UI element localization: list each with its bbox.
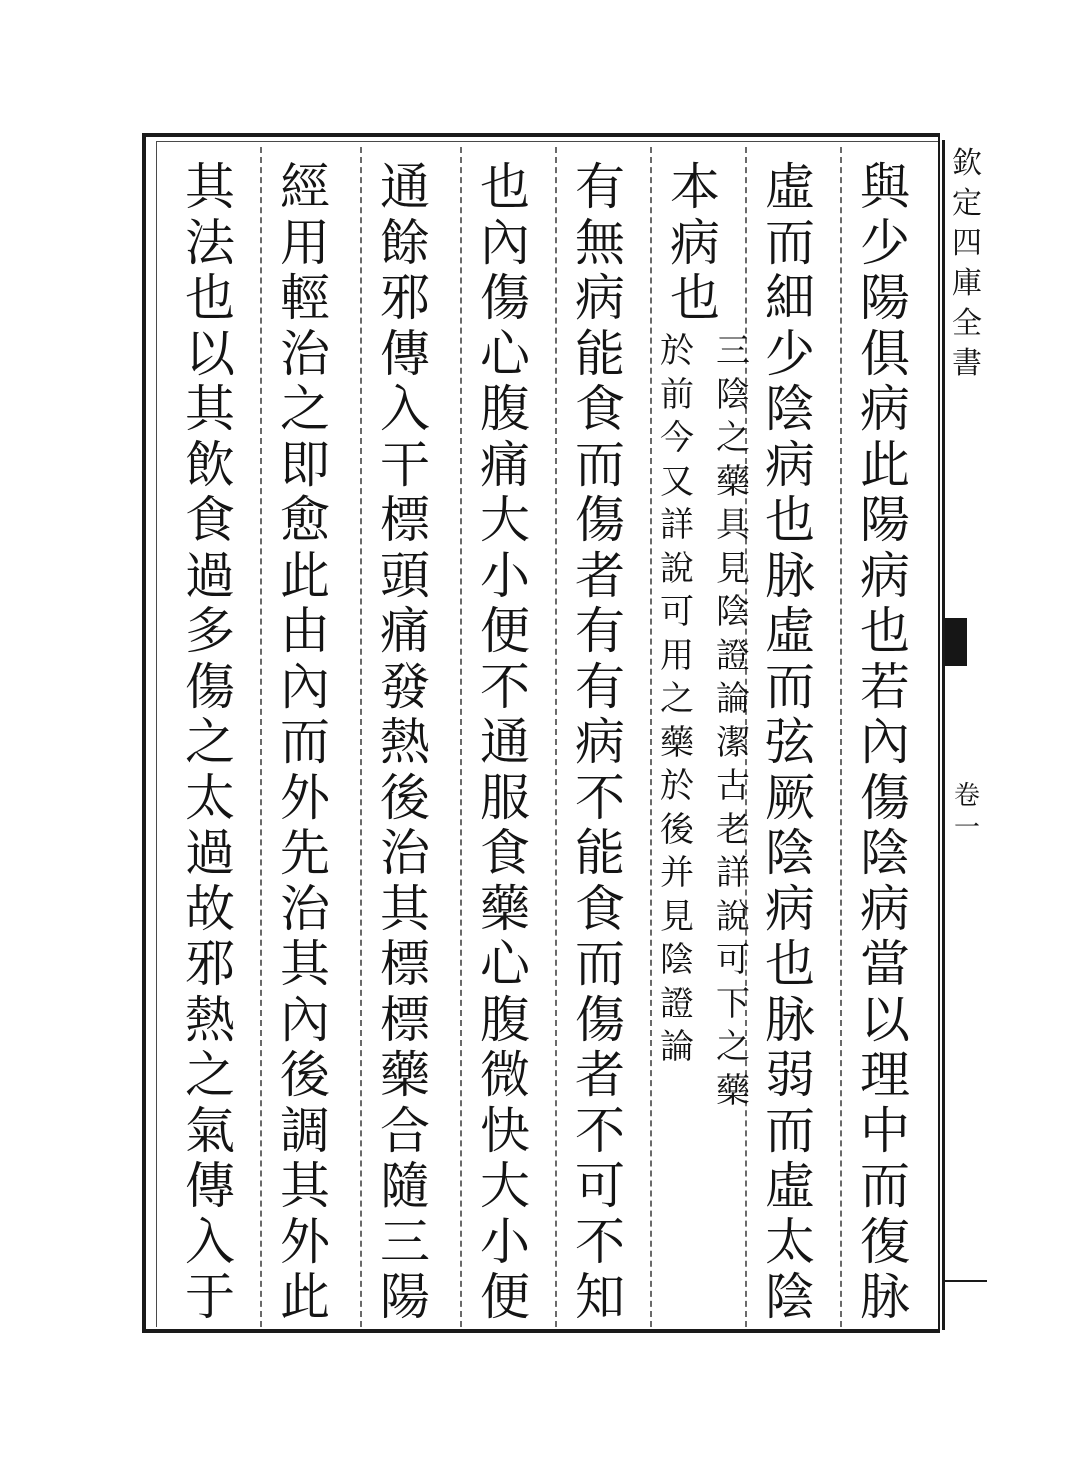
character: 與 [860, 158, 910, 216]
character: 有 [575, 602, 625, 660]
text-column-5 [475, 160, 535, 1326]
character: 愈 [280, 491, 330, 549]
character: 全 [952, 306, 982, 341]
character: 內 [480, 213, 530, 272]
column-divider [260, 147, 262, 1327]
character: 證 [716, 635, 750, 676]
character: 具 [716, 505, 750, 545]
character: 食 [575, 879, 625, 938]
character: 其 [185, 158, 235, 216]
character: 餘 [380, 213, 430, 272]
character: 傷 [575, 491, 625, 549]
character: 弱 [765, 1046, 815, 1104]
character: 痛 [480, 435, 530, 494]
character: 熱 [185, 990, 235, 1049]
character: 說 [660, 548, 694, 589]
character: 藥 [480, 879, 530, 938]
character: 三 [380, 1212, 430, 1271]
character: 也 [765, 491, 815, 549]
character: 傷 [185, 657, 235, 716]
character: 有 [575, 657, 625, 716]
fishtail-mark [945, 618, 967, 666]
column-divider [360, 147, 362, 1327]
character: 熱 [380, 713, 430, 771]
character: 三 [716, 331, 750, 371]
character: 脉 [765, 546, 815, 605]
character: 腹 [480, 380, 530, 438]
character: 老 [716, 809, 750, 850]
character: 標 [380, 491, 430, 549]
character: 欽 [952, 146, 982, 181]
page-margin [942, 140, 984, 1330]
character: 傷 [480, 269, 530, 327]
character: 證 [660, 983, 694, 1024]
character: 之 [185, 713, 235, 771]
character: 經 [280, 158, 330, 216]
character: 法 [185, 213, 235, 272]
character: 食 [480, 824, 530, 882]
character: 陰 [716, 374, 750, 415]
character: 後 [380, 768, 430, 827]
character: 脉 [860, 1268, 910, 1326]
character: 古 [716, 766, 750, 806]
character: 之 [716, 1027, 750, 1067]
character: 不 [480, 657, 530, 716]
character: 今 [660, 418, 694, 458]
character: 傷 [575, 990, 625, 1049]
character: 多 [185, 602, 235, 660]
text-column-3-notes [655, 330, 755, 1113]
character: 說 [716, 896, 750, 937]
character: 食 [185, 491, 235, 549]
character: 頭 [380, 546, 430, 605]
character: 一 [953, 813, 980, 843]
character: 有 [575, 158, 625, 216]
character: 見 [716, 548, 750, 589]
character: 若 [860, 657, 910, 716]
note-line-right [711, 330, 755, 1113]
book-title [947, 144, 987, 384]
character: 書 [952, 346, 982, 381]
character: 之 [660, 679, 694, 719]
character: 定 [952, 186, 982, 221]
character: 痛 [380, 602, 430, 660]
column-divider [840, 147, 842, 1327]
text-column-4 [570, 160, 630, 1326]
text-column-6 [375, 160, 435, 1326]
character: 也 [860, 602, 910, 660]
character: 并 [660, 853, 694, 893]
character: 當 [860, 935, 910, 993]
character: 小 [480, 546, 530, 605]
note-line-left [655, 330, 699, 1113]
column-divider [460, 147, 462, 1327]
character: 心 [480, 324, 530, 383]
character: 入 [380, 380, 430, 438]
character: 病 [860, 879, 910, 938]
character: 脉 [765, 990, 815, 1049]
character: 此 [860, 435, 910, 494]
character: 通 [480, 713, 530, 771]
character: 本 [670, 158, 720, 216]
character: 發 [380, 657, 430, 716]
character: 內 [280, 657, 330, 716]
character: 可 [716, 940, 750, 980]
character: 其 [185, 380, 235, 438]
character: 治 [380, 824, 430, 882]
character: 知 [575, 1268, 625, 1326]
character: 腹 [480, 990, 530, 1049]
character: 用 [280, 213, 330, 272]
character: 藥 [660, 722, 694, 763]
character: 卷 [953, 781, 980, 811]
character: 合 [380, 1101, 430, 1160]
character: 藥 [716, 1070, 750, 1111]
character: 可 [575, 1157, 625, 1215]
character: 其 [280, 1157, 330, 1215]
character: 也 [185, 269, 235, 327]
character: 之 [280, 380, 330, 438]
margin-rule [945, 1280, 987, 1282]
character: 而 [765, 213, 815, 272]
character: 者 [575, 546, 625, 605]
character: 少 [765, 324, 815, 383]
character: 陰 [860, 824, 910, 882]
character: 陰 [660, 940, 694, 980]
character: 俱 [860, 324, 910, 383]
character: 而 [575, 435, 625, 494]
character: 病 [670, 213, 720, 272]
character: 陰 [765, 1268, 815, 1326]
character: 下 [716, 983, 750, 1024]
character: 病 [860, 380, 910, 438]
character: 外 [280, 1212, 330, 1271]
character: 太 [765, 1212, 815, 1271]
volume-label [949, 780, 985, 844]
character: 論 [716, 679, 750, 719]
character: 治 [280, 324, 330, 383]
character: 以 [185, 324, 235, 383]
character: 大 [480, 1157, 530, 1215]
character: 虛 [765, 602, 815, 660]
character: 其 [280, 935, 330, 993]
character: 又 [660, 461, 694, 502]
character: 後 [280, 1046, 330, 1104]
character: 藥 [716, 461, 750, 502]
character: 前 [660, 374, 694, 415]
character: 陰 [765, 380, 815, 438]
character: 微 [480, 1046, 530, 1104]
character: 此 [280, 1268, 330, 1326]
character: 也 [765, 935, 815, 993]
character: 而 [860, 1157, 910, 1215]
character: 用 [660, 635, 694, 676]
character: 厥 [765, 768, 815, 827]
character: 理 [860, 1046, 910, 1104]
character: 藥 [380, 1046, 430, 1104]
character: 之 [185, 1046, 235, 1104]
character: 傳 [185, 1157, 235, 1215]
character: 輕 [280, 269, 330, 327]
character: 此 [280, 546, 330, 605]
character: 內 [280, 990, 330, 1049]
character: 陰 [765, 824, 815, 882]
character: 隨 [380, 1157, 430, 1215]
character: 詳 [716, 853, 750, 893]
character: 其 [380, 879, 430, 938]
character: 陽 [380, 1268, 430, 1326]
character: 治 [280, 879, 330, 938]
character: 以 [860, 990, 910, 1049]
character: 潔 [716, 722, 750, 763]
character: 太 [185, 768, 235, 827]
text-column-8 [180, 160, 240, 1326]
character: 標 [380, 990, 430, 1049]
character: 病 [765, 435, 815, 494]
character: 論 [660, 1027, 694, 1067]
character: 細 [765, 269, 815, 327]
character: 調 [280, 1101, 330, 1160]
inner-border [156, 141, 938, 1327]
character: 而 [765, 657, 815, 716]
character: 便 [480, 1268, 530, 1326]
character: 弦 [765, 713, 815, 771]
character: 陰 [716, 592, 750, 632]
character: 者 [575, 1046, 625, 1104]
character: 之 [716, 418, 750, 458]
character: 而 [765, 1101, 815, 1160]
character: 邪 [380, 269, 430, 327]
character: 虛 [765, 1157, 815, 1215]
character: 服 [480, 768, 530, 827]
character: 不 [575, 1101, 625, 1160]
character: 也 [670, 269, 720, 327]
character: 詳 [660, 505, 694, 545]
character: 外 [280, 768, 330, 827]
character: 可 [660, 592, 694, 632]
character: 復 [860, 1212, 910, 1271]
character: 標 [380, 935, 430, 993]
character: 干 [380, 435, 430, 494]
character: 病 [765, 879, 815, 938]
character: 見 [660, 896, 694, 937]
character: 傷 [860, 768, 910, 827]
character: 邪 [185, 935, 235, 993]
character: 傳 [380, 324, 430, 383]
character: 食 [575, 380, 625, 438]
text-column-7 [275, 160, 335, 1326]
character: 於 [660, 331, 694, 371]
character: 虛 [765, 158, 815, 216]
character: 過 [185, 824, 235, 882]
character: 庫 [952, 266, 982, 301]
text-column-1 [855, 160, 915, 1326]
character: 飲 [185, 435, 235, 494]
character: 入 [185, 1212, 235, 1271]
character: 故 [185, 879, 235, 938]
character: 也 [480, 158, 530, 216]
character: 過 [185, 546, 235, 605]
character: 少 [860, 213, 910, 272]
character: 於 [660, 766, 694, 806]
character: 病 [575, 269, 625, 327]
character: 通 [380, 158, 430, 216]
character: 能 [575, 824, 625, 882]
character: 于 [185, 1268, 235, 1326]
text-column-2 [760, 160, 820, 1326]
character: 快 [480, 1101, 530, 1160]
character: 病 [575, 713, 625, 771]
character: 氣 [185, 1101, 235, 1160]
character: 中 [860, 1101, 910, 1160]
character: 由 [280, 602, 330, 660]
character: 能 [575, 324, 625, 383]
character: 便 [480, 602, 530, 660]
column-divider [650, 147, 652, 1327]
character: 四 [952, 226, 982, 261]
character: 不 [575, 1212, 625, 1271]
text-column-3-main [665, 160, 725, 327]
character: 心 [480, 935, 530, 993]
character: 無 [575, 213, 625, 272]
character: 後 [660, 809, 694, 850]
character: 即 [280, 435, 330, 494]
character: 先 [280, 824, 330, 882]
character: 大 [480, 491, 530, 549]
character: 病 [860, 546, 910, 605]
character: 而 [280, 713, 330, 771]
character: 內 [860, 713, 910, 771]
character: 不 [575, 768, 625, 827]
character: 陽 [860, 269, 910, 327]
character: 陽 [860, 491, 910, 549]
column-divider [555, 147, 557, 1327]
character: 而 [575, 935, 625, 993]
character: 小 [480, 1212, 530, 1271]
